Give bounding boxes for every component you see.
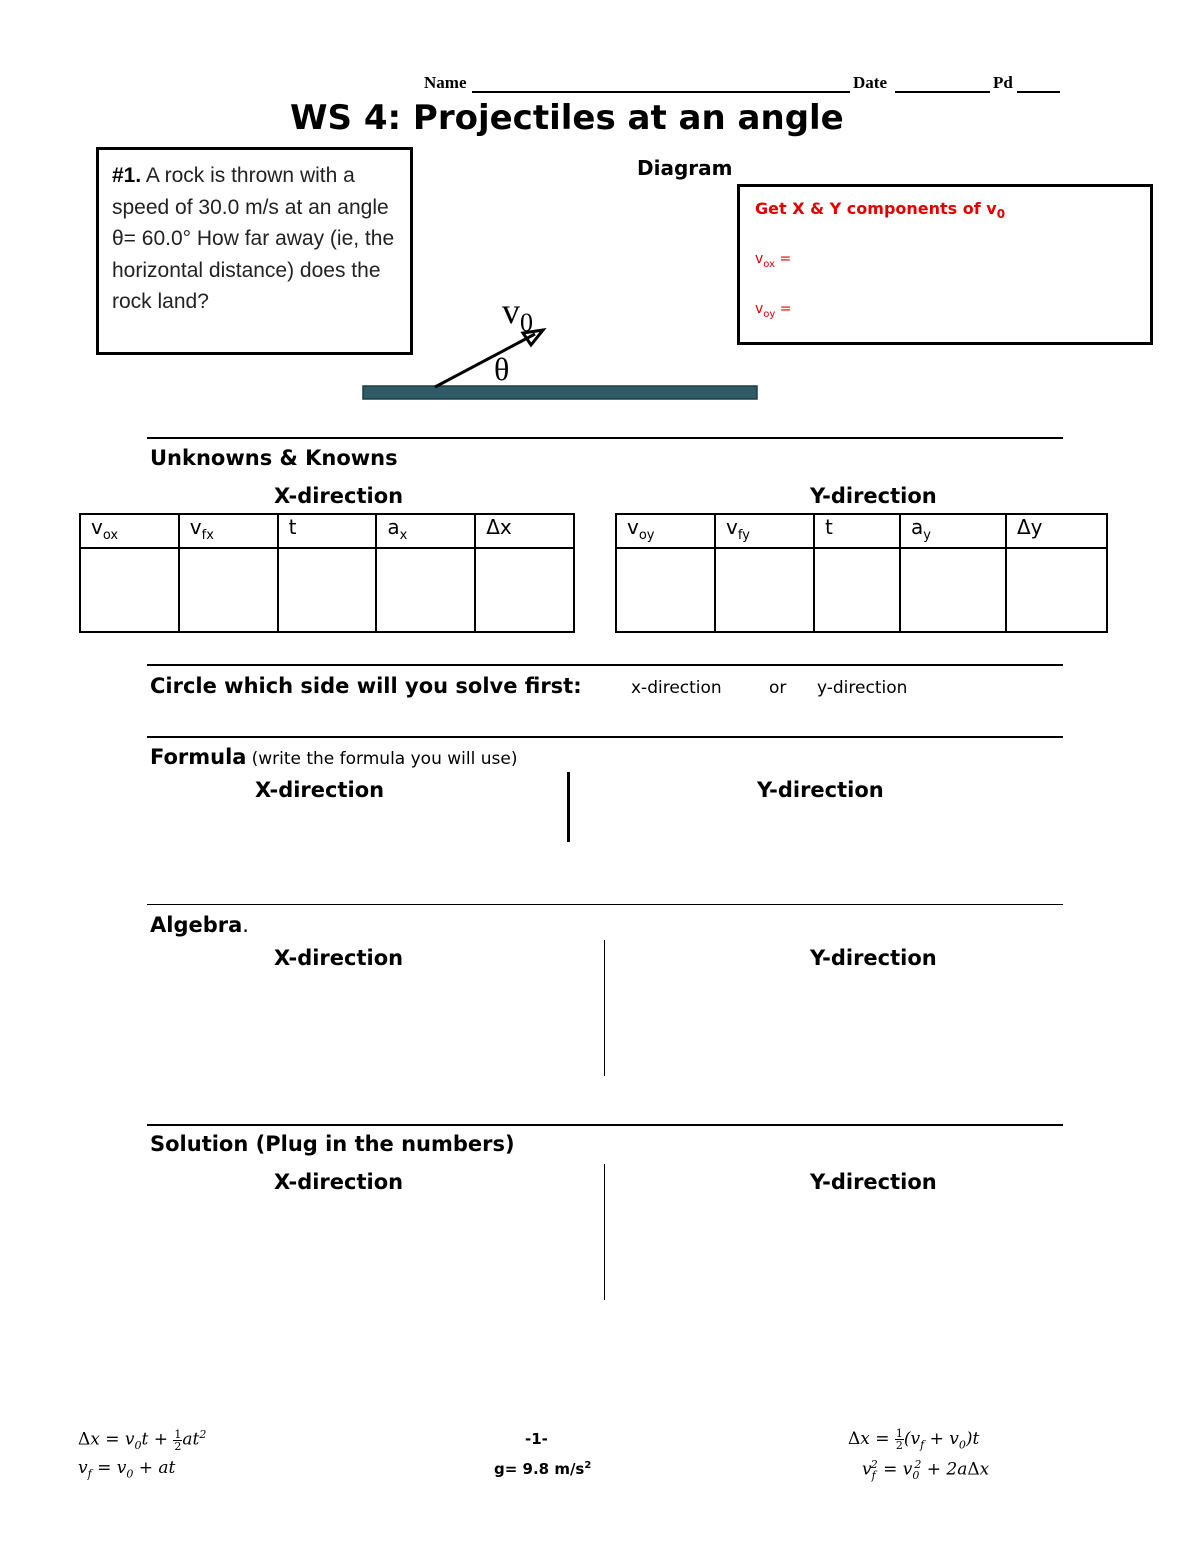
- algebra-split: [604, 940, 605, 1076]
- x-col-vfx: $v_{fx}$: [179, 514, 278, 548]
- x-col-t: t: [278, 514, 377, 548]
- option-x-direction[interactable]: x-direction: [631, 678, 722, 698]
- y-cell-dy[interactable]: [1006, 548, 1107, 632]
- x-cell-t[interactable]: [278, 548, 377, 632]
- components-title: Get X & Y components of $v_0$: [755, 199, 1006, 222]
- x-cell-dx[interactable]: [475, 548, 574, 632]
- page-number: -1-: [525, 1430, 548, 1448]
- algebra-heading: Algebra.: [150, 913, 249, 937]
- option-or: or: [769, 678, 787, 698]
- formula-split: [567, 772, 570, 842]
- voy-field[interactable]: $v_{oy}$ =: [755, 301, 792, 320]
- algebra-x-heading: X-direction: [274, 946, 404, 970]
- ground-bar: [363, 386, 757, 399]
- velocity-arrow-shaft: [435, 334, 535, 387]
- equation-velocity: $v_f = v_0$ + at: [78, 1458, 176, 1481]
- formula-x-heading: X-direction: [255, 778, 385, 802]
- y-knowns-table: [615, 513, 1108, 633]
- page-title: WS 4: Projectiles at an angle: [290, 98, 844, 138]
- divider-solution: [147, 1124, 1063, 1126]
- y-cell-ay[interactable]: [900, 548, 1006, 632]
- equation-velocity-squared: $v_f^2 = v_0^2 + 2a\Delta x$: [862, 1458, 990, 1483]
- y-col-ay: $a_y$: [900, 514, 1006, 548]
- unknowns-y-heading: Y-direction: [810, 484, 937, 508]
- y-col-dy: Δy: [1006, 514, 1107, 548]
- option-y-direction[interactable]: y-direction: [817, 678, 908, 698]
- diagram-label: Diagram: [637, 156, 733, 180]
- divider-formula: [147, 736, 1063, 738]
- name-label: Name: [424, 73, 467, 92]
- vox-field[interactable]: $v_{ox}$ =: [755, 251, 792, 270]
- projectile-diagram: [355, 290, 775, 410]
- y-col-t: t: [814, 514, 900, 548]
- equation-displacement: $\Delta x = v_0t$ + $\frac{1}{2}$ $at^2$: [78, 1427, 207, 1453]
- solution-split: [604, 1164, 605, 1300]
- x-knowns-table: [79, 513, 575, 633]
- equation-average-velocity: Δx = $\frac{1}{2}$ $(v_f + v_0)t$: [848, 1427, 980, 1452]
- y-col-vfy: $v_{fy}$: [715, 514, 814, 548]
- algebra-y-heading: Y-direction: [810, 946, 937, 970]
- pd-label: Pd: [993, 73, 1013, 92]
- solution-x-heading: X-direction: [274, 1170, 404, 1194]
- solution-heading: Solution (Plug in the numbers): [150, 1132, 515, 1156]
- unknowns-heading: Unknowns & Knowns: [150, 446, 398, 470]
- problem-number: #1.: [112, 164, 142, 187]
- x-col-ax: $a_x$: [376, 514, 475, 548]
- divider-unknowns: [147, 437, 1063, 439]
- gravity-constant: g= 9.8 $m/s^2$: [494, 1460, 592, 1478]
- date-field[interactable]: [895, 91, 990, 93]
- y-col-voy: $v_{oy}$: [616, 514, 715, 548]
- pd-field[interactable]: [1017, 91, 1060, 93]
- velocity-label: $v_0$: [502, 291, 533, 338]
- divider-circle: [147, 664, 1063, 666]
- components-box: [737, 184, 1153, 345]
- y-cell-vfy[interactable]: [715, 548, 814, 632]
- problem-text: A rock is thrown with a speed of 30.0 m/s at an angle θ= 60.0° How far away (ie, the horizontal distance) does the rock land?: [112, 164, 395, 313]
- x-cell-vfx[interactable]: [179, 548, 278, 632]
- unknowns-x-heading: X-direction: [274, 484, 404, 508]
- x-cell-vox[interactable]: [80, 548, 179, 632]
- date-label: Date: [853, 73, 887, 92]
- divider-algebra: [147, 904, 1063, 905]
- x-col-dx: Δx: [475, 514, 574, 548]
- y-cell-t[interactable]: [814, 548, 900, 632]
- formula-y-heading: Y-direction: [757, 778, 884, 802]
- angle-label: θ: [494, 351, 510, 387]
- solution-y-heading: Y-direction: [810, 1170, 937, 1194]
- name-field[interactable]: [472, 91, 850, 93]
- formula-heading: Formula (write the formula you will use): [150, 745, 518, 769]
- y-cell-voy[interactable]: [616, 548, 715, 632]
- x-col-vox: $v_{ox}$: [80, 514, 179, 548]
- x-cell-ax[interactable]: [376, 548, 475, 632]
- circle-prompt: Circle which side will you solve first:: [150, 674, 582, 698]
